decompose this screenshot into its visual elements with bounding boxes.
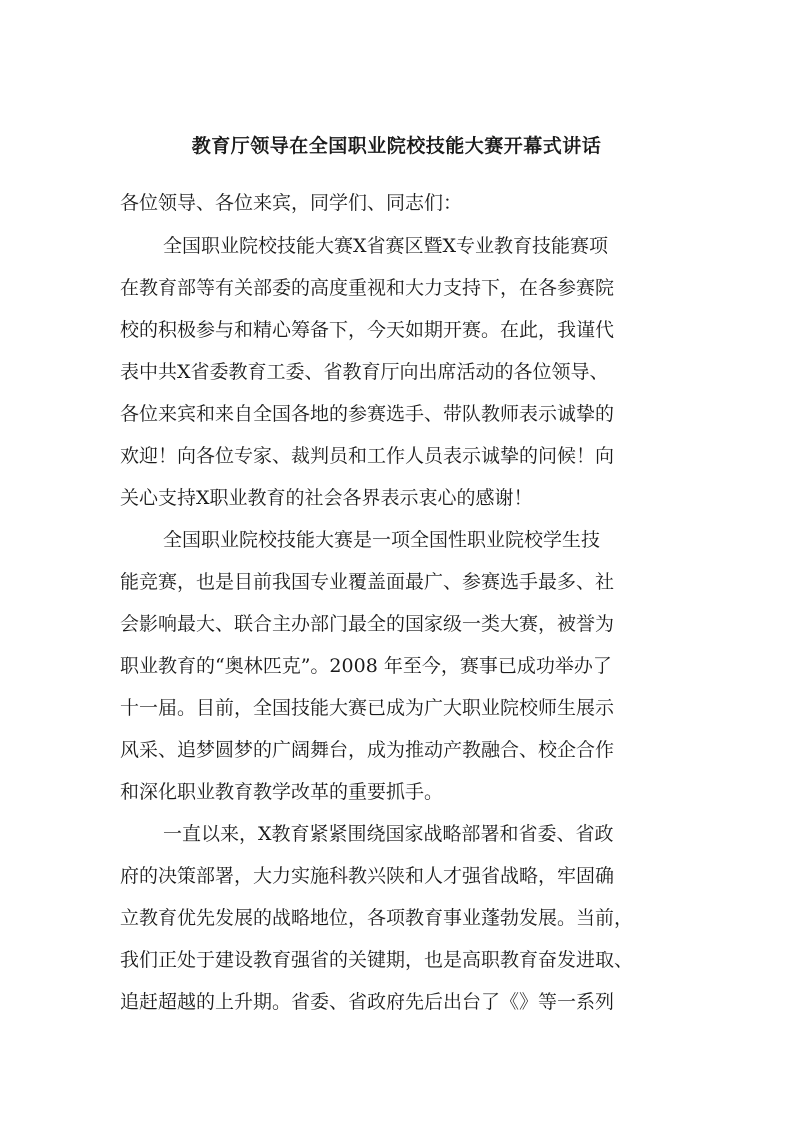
- paragraph-3-line-2: 府的决策部署，大力实施科教兴陕和人才强省战略，牢固确: [120, 865, 615, 887]
- paragraph-1-line-2: 在教育部等有关部委的高度重视和大力支持下，在各参赛院: [120, 277, 615, 299]
- paragraph-3-line-5: 追赶超越的上升期。省委、省政府先后出台了《》等一系列: [120, 991, 615, 1013]
- paragraph-2-line-1: 全国职业院校技能大赛是一项全国性职业院校学生技: [163, 529, 601, 551]
- paragraph-3-line-1: 一直以来，X教育紧紧围绕国家战略部署和省委、省政: [163, 823, 614, 845]
- paragraph-1-line-6: 欢迎！向各位专家、裁判员和工作人员表示诚挚的问候！向: [120, 445, 615, 467]
- paragraph-2-line-3: 会影响最大、联合主办部门最全的国家级一类大赛，被誉为: [120, 613, 615, 635]
- paragraph-2-line-5: 十一届。目前，全国技能大赛已成为广大职业院校师生展示: [120, 697, 615, 719]
- paragraph-3-line-4: 我们正处于建设教育强省的关键期，也是高职教育奋发进取、: [120, 949, 634, 971]
- paragraph-1-line-3: 校的积极参与和精心筹备下，今天如期开赛。在此，我谨代: [120, 319, 615, 341]
- paragraph-1-line-4: 表中共X省委教育工委、省教育厅向出席活动的各位领导、: [120, 361, 609, 383]
- paragraph-2-line-7: 和深化职业教育教学改革的重要抓手。: [120, 781, 444, 803]
- paragraph-2-line-6: 风采、追梦圆梦的广阔舞台，成为推动产教融合、校企合作: [120, 739, 615, 761]
- paragraph-1-line-5: 各位来宾和来自全国各地的参赛选手、带队教师表示诚挚的: [120, 403, 615, 425]
- paragraph-2-line-2: 能竞赛，也是目前我国专业覆盖面最广、参赛选手最多、社: [120, 571, 615, 593]
- greeting-line: 各位领导、各位来宾，同学们、同志们：: [120, 192, 463, 214]
- paragraph-3-line-3: 立教育优先发展的战略地位，各项教育事业蓬勃发展。当前，: [120, 907, 634, 929]
- paragraph-2-line-4: 职业教育的“奥林匹克”。2008 年至今，赛事已成功举办了: [120, 655, 612, 677]
- document-title: 教育厅领导在全国职业院校技能大赛开幕式讲话: [191, 135, 602, 157]
- paragraph-1-line-7: 关心支持X职业教育的社会各界表示衷心的感谢！: [120, 487, 533, 509]
- paragraph-1-line-1: 全国职业院校技能大赛X省赛区暨X专业教育技能赛项: [163, 235, 609, 257]
